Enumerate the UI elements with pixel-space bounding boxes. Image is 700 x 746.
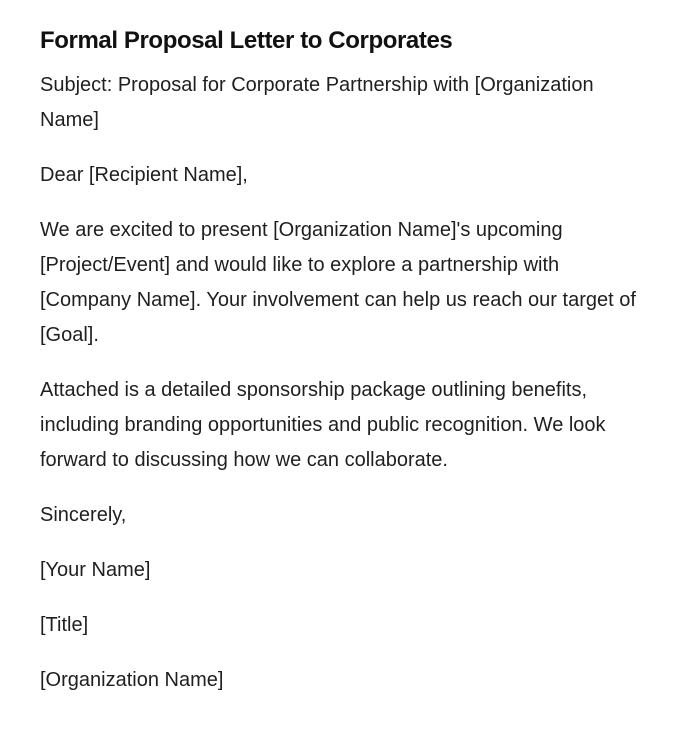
body-paragraph-1: We are excited to present [Organization Name]'s upcoming [Project/Event] and would like to explore a partnership with [Company Name]. Your involvement can help us reach our target of [Goal].	[40, 219, 636, 346]
salutation: Dear [Recipient Name],	[40, 164, 248, 186]
document-title: Formal Proposal Letter to Corporates	[40, 27, 453, 54]
signature-name: [Your Name]	[40, 559, 151, 581]
subject-line: Subject: Proposal for Corporate Partnership with [Organization Name]	[40, 74, 594, 131]
signature-title: [Title]	[40, 614, 89, 636]
closing: Sincerely,	[40, 504, 127, 526]
body-paragraph-2: Attached is a detailed sponsorship package outlining benefits, including branding opportunities and public recognition. We look forward to discussing how we can collaborate.	[40, 379, 606, 471]
letter-document	[40, 24, 650, 718]
signature-organization: [Organization Name]	[40, 669, 224, 691]
